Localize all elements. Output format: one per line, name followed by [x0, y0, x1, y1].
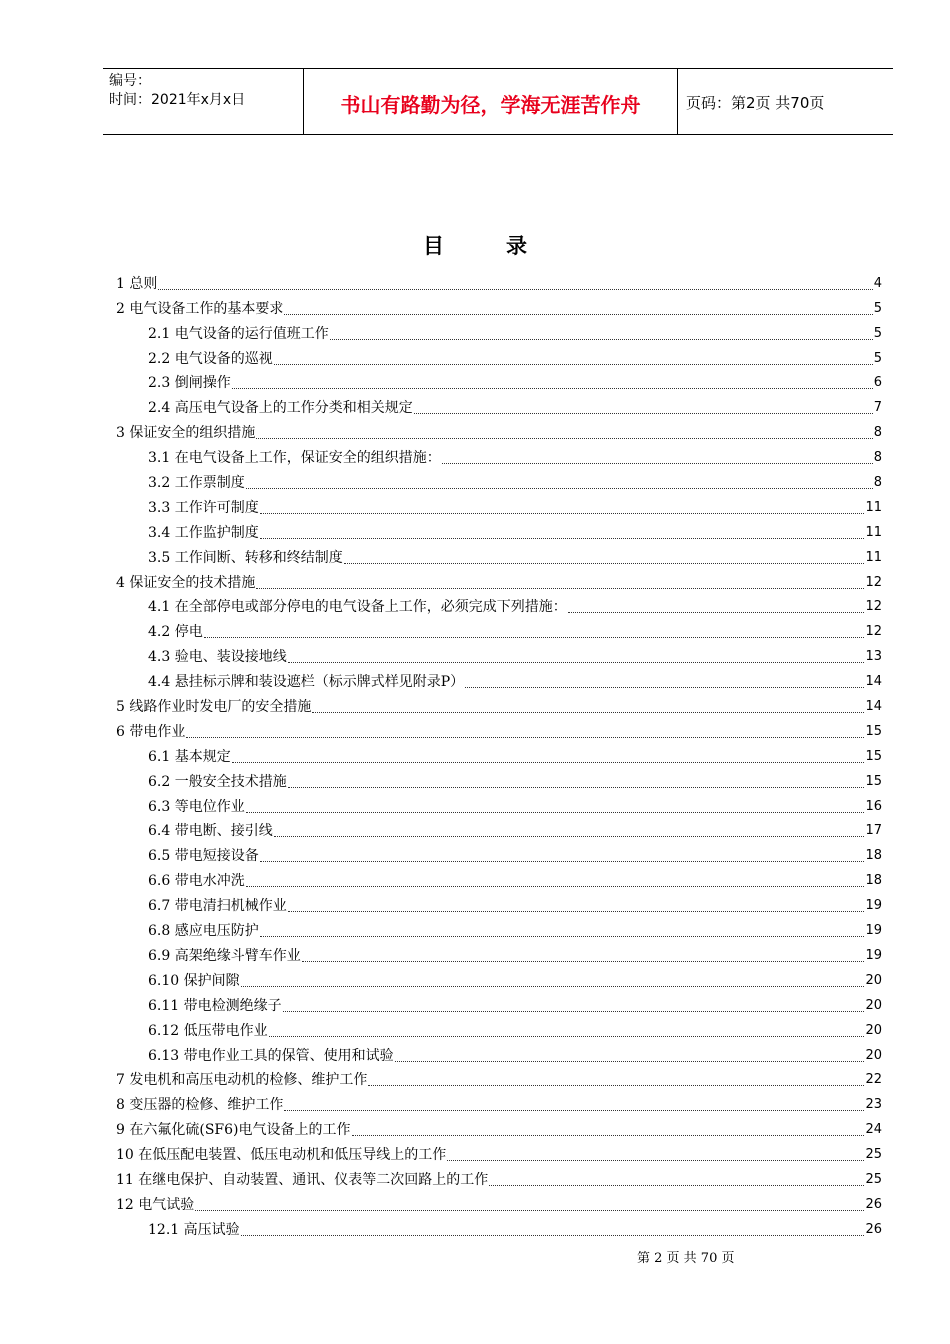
toc-entry[interactable] — [116, 666, 882, 691]
toc-entry-page: 20 — [865, 1022, 882, 1038]
toc-dot-leader — [256, 586, 864, 589]
toc-entry-label: 9 在六氟化硫(SF6)电气设备上的工作 — [116, 1122, 351, 1139]
toc-entry[interactable] — [116, 392, 882, 417]
toc-dot-leader — [269, 1034, 865, 1037]
toc-dot-leader — [284, 312, 872, 315]
toc-entry-page: 15 — [865, 723, 882, 739]
toc-entry-label: 6.4 带电断、接引线 — [148, 823, 273, 840]
toc-dot-leader — [447, 1158, 864, 1161]
toc-entry-page: 12 — [865, 599, 882, 615]
toc-entry-label: 6.2 一般安全技术措施 — [148, 773, 287, 790]
toc-entry[interactable] — [116, 1214, 882, 1239]
toc-entry-page: 18 — [865, 848, 882, 864]
header-number-label: 编号： — [109, 73, 151, 89]
toc-entry-page: 23 — [865, 1097, 882, 1113]
toc-dot-leader — [302, 959, 865, 962]
toc-entry-label: 4.2 停电 — [148, 624, 203, 641]
toc-dot-leader — [352, 1133, 865, 1136]
toc-entry-label: 12 电气试验 — [116, 1196, 195, 1213]
toc-entry-page: 20 — [865, 972, 882, 988]
toc-entry[interactable] — [116, 1015, 882, 1040]
toc-entry[interactable] — [116, 691, 882, 716]
header-date: 时间：2021年x月x日 — [109, 92, 246, 108]
toc-entry-label: 4.3 验电、装设接地线 — [148, 649, 287, 666]
toc-entry-page: 14 — [865, 699, 882, 715]
table-of-contents — [116, 268, 882, 1239]
toc-entry-page: 11 — [865, 549, 882, 565]
toc-entry-label: 12.1 高压试验 — [148, 1221, 240, 1238]
toc-entry[interactable] — [116, 940, 882, 965]
toc-dot-leader — [344, 561, 865, 564]
toc-entry-label: 6.13 带电作业工具的保管、使用和试验 — [148, 1047, 394, 1064]
toc-entry[interactable] — [116, 592, 882, 617]
toc-dot-leader — [288, 785, 865, 788]
toc-entry-label: 6.3 等电位作业 — [148, 798, 245, 815]
toc-dot-leader — [465, 685, 864, 688]
toc-entry[interactable] — [116, 840, 882, 865]
toc-entry-label: 2 电气设备工作的基本要求 — [116, 300, 284, 317]
header-meta — [103, 69, 304, 134]
page-header — [103, 68, 893, 135]
toc-entry-page: 15 — [865, 748, 882, 764]
toc-entry[interactable] — [116, 1089, 882, 1114]
toc-entry-label: 6.7 带电清扫机械作业 — [148, 898, 287, 915]
toc-entry[interactable] — [116, 268, 882, 293]
header-page-info: 页码：第2页 共70页 — [686, 93, 825, 112]
toc-dot-leader — [442, 461, 873, 464]
toc-dot-leader — [489, 1183, 864, 1186]
toc-entry-page: 19 — [865, 947, 882, 963]
toc-entry-label: 2.2 电气设备的巡视 — [148, 350, 273, 367]
toc-entry-page: 12 — [865, 574, 882, 590]
toc-dot-leader — [330, 337, 873, 340]
toc-dot-leader — [395, 1059, 865, 1062]
toc-dot-leader — [260, 859, 865, 862]
toc-dot-leader — [312, 710, 864, 713]
toc-dot-leader — [368, 1083, 864, 1086]
toc-entry-label: 3.2 工作票制度 — [148, 475, 245, 492]
toc-dot-leader — [204, 635, 865, 638]
toc-dot-leader — [288, 909, 865, 912]
header-motto: 书山有路勤为径，学海无涯苦作舟 — [304, 69, 678, 134]
toc-entry[interactable] — [116, 492, 882, 517]
toc-entry[interactable] — [116, 641, 882, 666]
toc-entry[interactable] — [116, 766, 882, 791]
toc-entry-label: 6.6 带电水冲洗 — [148, 873, 245, 890]
toc-entry-page: 5 — [873, 350, 882, 366]
toc-entry-page: 25 — [865, 1171, 882, 1187]
toc-dot-leader — [288, 660, 865, 663]
toc-entry[interactable] — [116, 965, 882, 990]
toc-entry[interactable] — [116, 442, 882, 467]
toc-entry-page: 13 — [865, 649, 882, 665]
toc-entry-label: 3 保证安全的组织措施 — [116, 425, 256, 442]
page-footer: 第 2 页 共 70 页 — [637, 1251, 735, 1266]
toc-entry-label: 6.9 高架绝缘斗臂车作业 — [148, 947, 301, 964]
toc-entry[interactable] — [116, 1189, 882, 1214]
toc-entry[interactable] — [116, 542, 882, 567]
toc-entry[interactable] — [116, 467, 882, 492]
toc-entry[interactable] — [116, 368, 882, 393]
toc-entry-label: 1 总则 — [116, 275, 158, 292]
toc-entry[interactable] — [116, 318, 882, 343]
toc-dot-leader — [195, 1208, 864, 1211]
toc-entry-label: 2.3 倒闸操作 — [148, 375, 231, 392]
toc-entry-page: 24 — [865, 1122, 882, 1138]
toc-entry-label: 6.11 带电检测绝缘子 — [148, 997, 282, 1014]
toc-entry[interactable] — [116, 865, 882, 890]
toc-entry-page: 16 — [865, 798, 882, 814]
toc-dot-leader — [260, 511, 865, 514]
toc-entry-page: 8 — [873, 425, 882, 441]
toc-dot-leader — [241, 984, 865, 987]
toc-dot-leader — [246, 810, 865, 813]
toc-dot-leader — [274, 834, 865, 837]
toc-entry-label: 6.10 保护间隙 — [148, 972, 240, 989]
toc-entry-page: 8 — [873, 450, 882, 466]
toc-title-char-1: 目 — [423, 233, 444, 258]
toc-dot-leader — [284, 1108, 864, 1111]
toc-dot-leader — [274, 362, 873, 365]
toc-dot-leader — [414, 411, 873, 414]
toc-entry-label: 11 在继电保护、自动装置、通讯、仪表等二次回路上的工作 — [116, 1171, 489, 1188]
toc-entry-page: 8 — [873, 475, 882, 491]
toc-entry[interactable] — [116, 915, 882, 940]
toc-entry[interactable] — [116, 567, 882, 592]
toc-entry-label: 3.3 工作许可制度 — [148, 499, 259, 516]
toc-entry-page: 11 — [865, 499, 882, 515]
toc-dot-leader — [158, 287, 872, 290]
toc-entry-page: 17 — [865, 823, 882, 839]
toc-dot-leader — [246, 884, 865, 887]
toc-entry-page: 18 — [865, 873, 882, 889]
toc-entry-label: 4.1 在全部停电或部分停电的电气设备上工作，必须完成下列措施： — [148, 599, 567, 616]
toc-entry[interactable] — [116, 517, 882, 542]
toc-dot-leader — [232, 760, 865, 763]
toc-entry[interactable] — [116, 1065, 882, 1090]
toc-entry[interactable] — [116, 616, 882, 641]
toc-entry-page: 25 — [865, 1147, 882, 1163]
toc-dot-leader — [568, 610, 865, 613]
toc-entry[interactable] — [116, 791, 882, 816]
toc-entry-page: 15 — [865, 773, 882, 789]
toc-entry[interactable] — [116, 741, 882, 766]
toc-entry-label: 10 在低压配电装置、低压电动机和低压导线上的工作 — [116, 1147, 447, 1164]
toc-entry-label: 5 线路作业时发电厂的安全措施 — [116, 699, 312, 716]
toc-entry[interactable] — [116, 1164, 882, 1189]
toc-entry[interactable] — [116, 1114, 882, 1139]
toc-entry-label: 6 带电作业 — [116, 723, 186, 740]
toc-entry[interactable] — [116, 716, 882, 741]
toc-entry-page: 19 — [865, 923, 882, 939]
toc-title — [0, 230, 950, 260]
toc-entry-page: 5 — [873, 325, 882, 341]
toc-entry-label: 4 保证安全的技术措施 — [116, 574, 256, 591]
toc-entry-page: 11 — [865, 524, 882, 540]
toc-entry[interactable] — [116, 890, 882, 915]
toc-entry-label: 4.4 悬挂标示牌和装设遮栏（标示牌式样见附录P） — [148, 674, 465, 691]
toc-entry-page: 26 — [865, 1221, 882, 1237]
toc-dot-leader — [260, 934, 865, 937]
toc-dot-leader — [260, 536, 865, 539]
toc-entry-page: 20 — [865, 997, 882, 1013]
toc-entry-label: 8 变压器的检修、维护工作 — [116, 1097, 284, 1114]
toc-entry-page: 14 — [865, 674, 882, 690]
toc-entry[interactable] — [116, 293, 882, 318]
toc-entry[interactable] — [116, 990, 882, 1015]
toc-entry-page: 26 — [865, 1196, 882, 1212]
toc-entry-label: 2.1 电气设备的运行值班工作 — [148, 325, 329, 342]
toc-dot-leader — [283, 1009, 865, 1012]
toc-dot-leader — [186, 735, 864, 738]
toc-entry-label: 6.12 低压带电作业 — [148, 1022, 268, 1039]
toc-entry[interactable] — [116, 816, 882, 841]
toc-entry-label: 3.5 工作间断、转移和终结制度 — [148, 549, 343, 566]
toc-entry-label: 3.4 工作监护制度 — [148, 524, 259, 541]
toc-title-char-2: 录 — [506, 233, 527, 258]
toc-entry-page: 6 — [873, 375, 882, 391]
toc-entry[interactable] — [116, 343, 882, 368]
toc-entry-label: 2.4 高压电气设备上的工作分类和相关规定 — [148, 400, 413, 417]
toc-entry-label: 6.5 带电短接设备 — [148, 848, 259, 865]
toc-dot-leader — [246, 486, 873, 489]
toc-entry-label: 6.1 基本规定 — [148, 748, 231, 765]
toc-entry-page: 19 — [865, 898, 882, 914]
toc-dot-leader — [232, 386, 873, 389]
toc-entry-page: 5 — [873, 300, 882, 316]
toc-entry-label: 6.8 感应电压防护 — [148, 923, 259, 940]
toc-entry-page: 20 — [865, 1047, 882, 1063]
toc-entry-label: 3.1 在电气设备上工作，保证安全的组织措施： — [148, 450, 441, 467]
toc-entry-page: 12 — [865, 624, 882, 640]
toc-entry-page: 7 — [873, 400, 882, 416]
toc-entry-label: 7 发电机和高压电动机的检修、维护工作 — [116, 1072, 368, 1089]
toc-entry[interactable] — [116, 417, 882, 442]
toc-entry[interactable] — [116, 1139, 882, 1164]
toc-entry-page: 4 — [873, 275, 882, 291]
toc-entry-page: 22 — [865, 1072, 882, 1088]
toc-entry[interactable] — [116, 1040, 882, 1065]
toc-dot-leader — [241, 1233, 865, 1236]
toc-dot-leader — [256, 436, 872, 439]
